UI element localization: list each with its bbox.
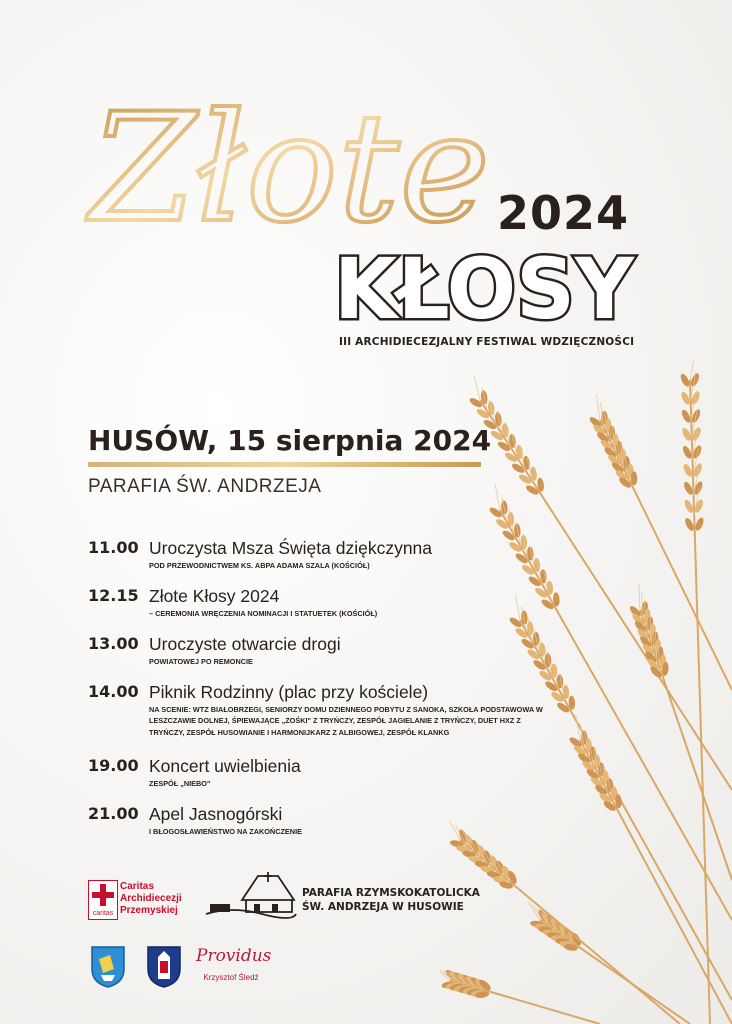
wheat-awn (639, 583, 640, 610)
event-time: 12.15 (88, 586, 139, 605)
caritas-line: Caritas (120, 881, 154, 892)
wheat-awn (596, 394, 600, 420)
event-name: Złote Kłosy 2024 (149, 586, 280, 606)
coat-of-arms-powiat-icon (146, 945, 182, 989)
zlote-script-title (80, 50, 500, 260)
parish-logo-line: PARAFIA RZYMSKOKATOLICKA (302, 887, 480, 899)
caritas-small-label: caritas (92, 910, 114, 917)
caritas-line: Przemyskiej (120, 905, 178, 916)
parish-logo-name (302, 886, 480, 914)
event-name: Uroczysta Msza Święta dziękczynna (149, 538, 433, 558)
wheat-awn (474, 376, 480, 400)
caritas-logo (88, 880, 198, 920)
event-time: 19.00 (88, 756, 139, 775)
caritas-cross-icon (88, 880, 118, 920)
year-label: 2024 (497, 186, 630, 240)
event-detail: POD PRZEWODNICTWEM KS. ABPA ADAMA SZALA (KOŚCIÓŁ) (149, 561, 370, 570)
gold-divider (88, 462, 481, 467)
wheat-awn (515, 595, 520, 620)
event-detail: – CEREMONIA WRĘCZENIA NOMINACJI I STATUETEK (KOŚCIÓŁ) (149, 609, 378, 618)
place-date-heading: HUSÓW, 15 sierpnia 2024 (88, 424, 492, 457)
event-detail: I BŁOGOSŁAWIEŃSTWO NA ZAKOŃCZENIE (149, 827, 302, 836)
event-name: Uroczyste otwarcie drogi (149, 634, 341, 654)
parish-name: PARAFIA ŚW. ANDRZEJA (88, 476, 322, 497)
coat-of-arms-husow-icon (90, 945, 126, 989)
providus-name: Providus (196, 946, 272, 966)
klosy-text: KŁOSY (334, 240, 636, 330)
event-name: Apel Jasnogórski (149, 804, 283, 824)
caritas-line: Archidiecezji (120, 893, 182, 904)
parish-logo-line: ŚW. ANDRZEJA W HUSOWIE (302, 901, 464, 913)
event-detail: NA SCENIE: WTZ BIAŁOBRZEGI, SENIORZY DOMU DZIENNEGO POBYTU Z SANOKA, SZKOŁA PODSTAWOWA W LESZCZAWIE DOLNEJ, ŚPIEWAJĄCE „ZOŚKI" Z TRYŃCZY, ZESPÓŁ JAGIELANIE Z TRYŃCZY, DUET HXZ Z TRYŃCZY, ZESPÓŁ HUSOWIANIE I HARMONIJKARZ Z ALBIGOWEJ, ZESPÓŁ KLANKG (149, 705, 543, 737)
zlote-script-text: Złote (85, 82, 490, 256)
event-detail: ZESPÓŁ „NIEBO" (149, 779, 211, 788)
wheat-stalk (690, 380, 710, 1024)
wheat-awn (495, 485, 500, 510)
event-time: 14.00 (88, 682, 139, 701)
event-detail: POWIATOWEJ PO REMONCIE (149, 657, 253, 666)
klosy-outline-title (330, 240, 640, 330)
event-time: 13.00 (88, 634, 139, 653)
festival-subtitle: III ARCHIDIECEZJALNY FESTIWAL WDZIĘCZNOŚCI (339, 336, 635, 348)
event-time: 11.00 (88, 538, 139, 557)
event-name: Koncert uwielbienia (149, 756, 301, 776)
wheat-ears-illustration (440, 360, 732, 1024)
providus-logo (196, 946, 272, 992)
providus-owner: Krzysztof Śledź (203, 973, 259, 982)
event-time: 21.00 (88, 804, 139, 823)
event-name: Piknik Rodzinny (plac przy kościele) (149, 682, 429, 702)
caritas-name (120, 881, 182, 917)
church-drawing-icon (202, 870, 297, 920)
